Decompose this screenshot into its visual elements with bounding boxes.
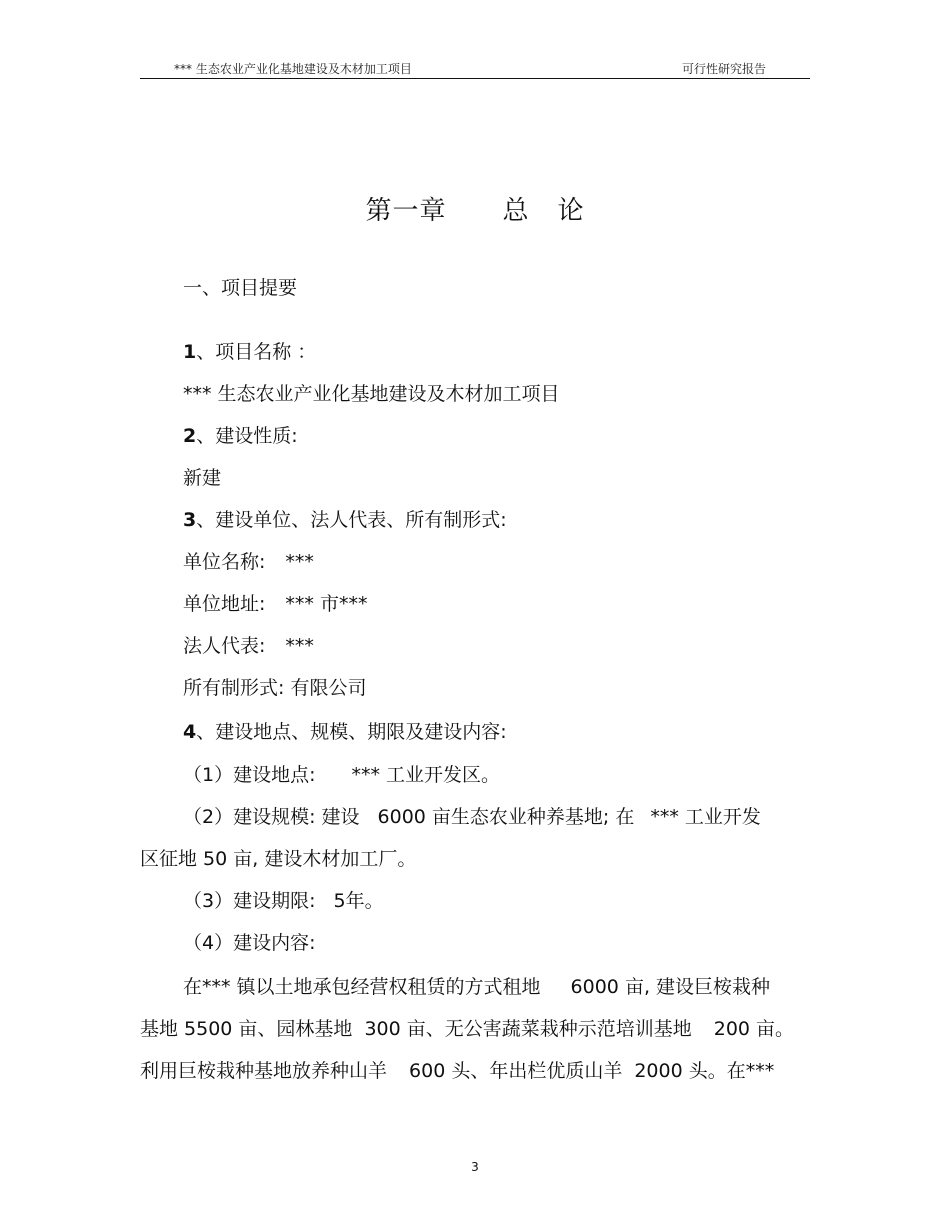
header-project-title: *** 生态农业产业化基地建设及木材加工项目 [174,62,412,76]
text-run: 在*** 镇以土地承包经营权租赁的方式租地 [183,976,541,998]
content-paragraph-line-3 [140,1059,774,1083]
item-location-label [183,720,507,744]
unit-name-value: *** [285,551,314,573]
chapter-title [0,190,950,227]
item-number: 3 [183,509,197,531]
sub-scale-part-b: *** 工业开发 [650,806,761,828]
legal-rep-value: *** [285,635,314,657]
text-run: 利用巨桉栽种基地放养种山羊 [140,1060,388,1082]
project-name-value: *** 生态农业产业化基地建设及木材加工项目 [183,383,560,405]
header-report-type: 可行性研究报告 [681,62,766,76]
item-project-name-label [183,340,316,364]
legal-rep-line [183,634,314,658]
item-unit-label [183,508,507,532]
sub-scale-label: （2）建设规模: 建设 [183,806,360,828]
sub-period-label: （3）建设期限: [183,890,316,912]
unit-name-line [183,550,314,574]
sub-location-value: *** 工业开发区。 [351,764,501,786]
text-run: 200 亩。 [713,1018,795,1040]
nature-value: 新建 [183,467,222,489]
unit-address-label: 单位地址: [183,593,266,615]
item-number: 2 [183,425,197,447]
content-paragraph-line-1 [183,975,770,999]
item-nature-label [183,424,298,448]
chapter-word-1: 总 [502,196,530,226]
sub-location-label: （1）建设地点: [183,764,316,786]
legal-rep-label: 法人代表: [183,635,266,657]
content-paragraph-line-2 [140,1017,794,1041]
running-header [140,60,810,80]
page-number: 3 [471,1160,479,1174]
text-run: 300 亩、无公害蔬菜栽种示范培训基地 [364,1018,692,1040]
sub-period-value: 5年。 [333,890,384,912]
item-label: 、建设单位、法人代表、所有制形式: [196,509,507,531]
header-rule [140,78,810,79]
section-heading: 一、项目提要 [183,277,298,299]
unit-name-label: 单位名称: [183,551,266,573]
sub-scale-continuation: 区征地 50 亩, 建设木材加工厂。 [140,848,417,870]
item-label: 、建设性质: [196,425,298,447]
text-run: 6000 亩, 建设巨桉栽种 [570,976,771,998]
item-number: 1 [183,341,197,363]
text-run: 600 头、年出栏优质山羊 [409,1060,623,1082]
unit-address-line [183,592,367,616]
chapter-number: 第一章 [365,196,447,226]
ownership-line: 所有制形式: 有限公司 [183,677,367,699]
item-number: 4 [183,721,197,743]
unit-address-value: *** 市*** [285,593,368,615]
sub-period-line [183,889,384,913]
sub-content-label: （4）建设内容: [183,932,316,954]
text-run: 2000 头。在*** [634,1060,775,1082]
text-run: 基地 5500 亩、园林基地 [140,1018,353,1040]
item-label: 、建设地点、规模、期限及建设内容: [196,721,507,743]
sub-scale-line [183,805,761,829]
item-label: 、项目名称 ： [196,341,317,363]
sub-scale-part-a: 6000 亩生态农业种养基地; 在 [377,806,635,828]
chapter-word-2: 论 [557,196,585,226]
sub-location-line [183,763,500,787]
